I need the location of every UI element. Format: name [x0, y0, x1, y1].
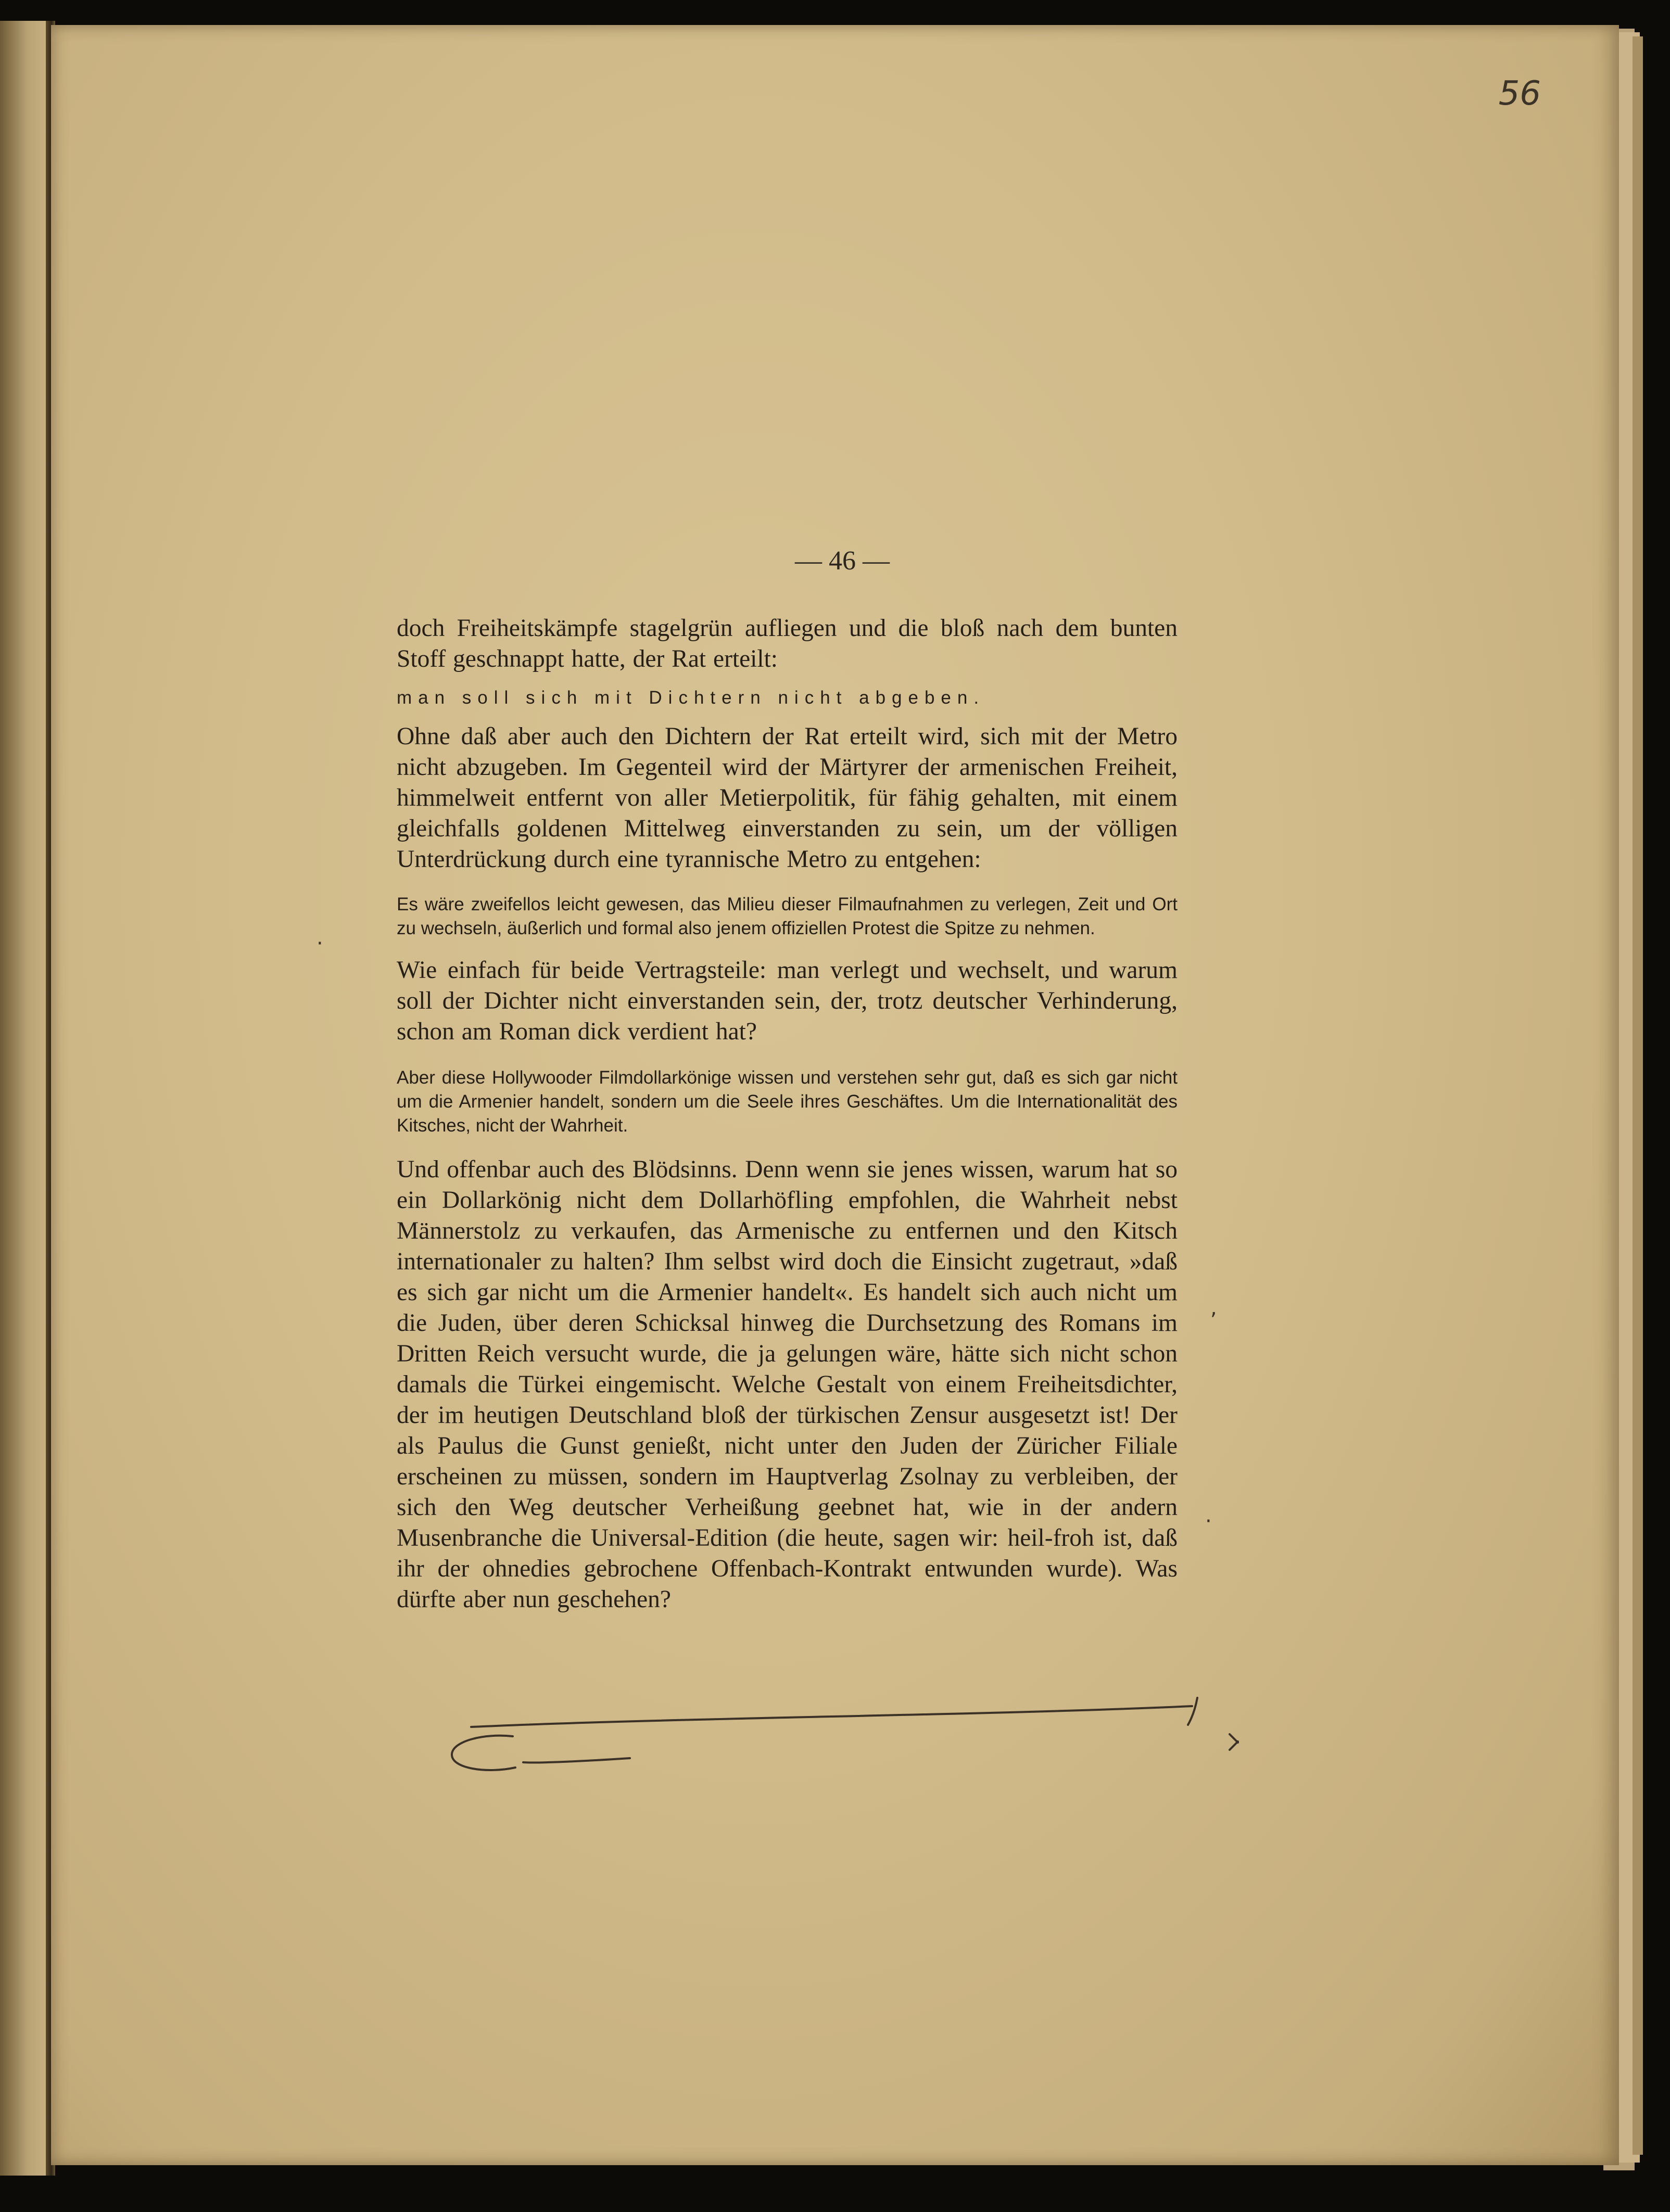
margin-mark: · [1205, 1509, 1212, 1533]
previous-page-edge [0, 21, 49, 2176]
quotation: Es wäre zweifellos leicht gewesen, das Milieu dieser Filmaufnahmen zu verlegen, Zeit und Ort zu wechseln, äußerlich und formal also jenem offiziellen Protest die Spitze zu nehmen. [397, 894, 1178, 938]
paragraph: Ohne daß aber auch den Dichtern der Rat erteilt wird, sich mit der Metro nicht abzugeben. Im Gegenteil wird der Märtyrer der armenischen Freiheit, himmelweit entfernt von aller Metierpolitik, für fähig gehalten, mit einem gleichfalls goldenen Mittelweg einverstanden zu sein, um der völligen Unterdrückung durch eine tyrannische Metro zu entgehen: [397, 723, 1178, 873]
margin-mark: · [317, 932, 323, 956]
paragraph: Wie einfach für beide Vertragsteile: man verlegt und wechselt, und warum soll der Dichter nicht einverstanden sein, der, trotz deutscher Verhinderung, schon am Roman dick verdient hat? [397, 957, 1178, 1045]
text-column [397, 613, 1178, 1615]
handwritten-folio-number: 56 [1498, 74, 1541, 113]
paragraph: doch Freiheitskämpfe stagelgrün aufliegen und die bloß nach dem bunten Stoff geschnappt hatte, der Rat erteilt: [397, 615, 1178, 672]
quotation: Aber diese Hollywooder Filmdollarkönige wissen und verstehen sehr gut, daß es sich gar nicht um die Armenier handelt, sondern um die Seele ihres Geschäftes. Um die Internationalität des Kitsches, nicht der Wahrheit. [397, 1067, 1178, 1136]
paragraph: Und offenbar auch des Blödsinns. Denn wenn sie jenes wissen, warum hat so ein Dollarkönig nicht dem Dollarhöfling empfohlen, die Wahrheit nebst Männerstolz zu verkaufen, das Armenische zu entfernen und den Kitsch internationaler zu halten? Ihm selbst wird doch die Einsicht zugetraut, »daß es sich gar nicht um die Armenier handelt«. Es handelt sich auch nicht um die Juden, über deren Schicksal hinweg die Durchsetzung des Romans im Dritten Reich versucht wurde, die ja gelungen wäre, hätte sich nicht schon damals die Türkei eingemischt. Welche Gestalt von einem Freiheitsdichter, der im heutigen Deutschland bloß der türkischen Zensur ausgesetzt ist! Der als Paulus die Gunst genießt, nicht unter den Juden der Züricher Filiale erscheinen zu müssen, sondern im Hauptverlag Zsolnay zu verbleiben, der sich den Weg deutscher Verheißung geebnet hat, wie in der andern Musenbranche die Universal-Edition (die heute, sagen wir: heil-froh ist, daß ihr der ohnedies gebrochene Offenbach-Kontrakt entwunden wurde). Was dürfte aber nun geschehen? [397, 1156, 1178, 1613]
margin-mark: , [1210, 1296, 1217, 1320]
page-edge-stack [1633, 36, 1643, 2155]
page-number: — 46 — [795, 546, 890, 576]
quotation: man soll sich mit Dichtern nicht abgeben. [397, 688, 985, 708]
